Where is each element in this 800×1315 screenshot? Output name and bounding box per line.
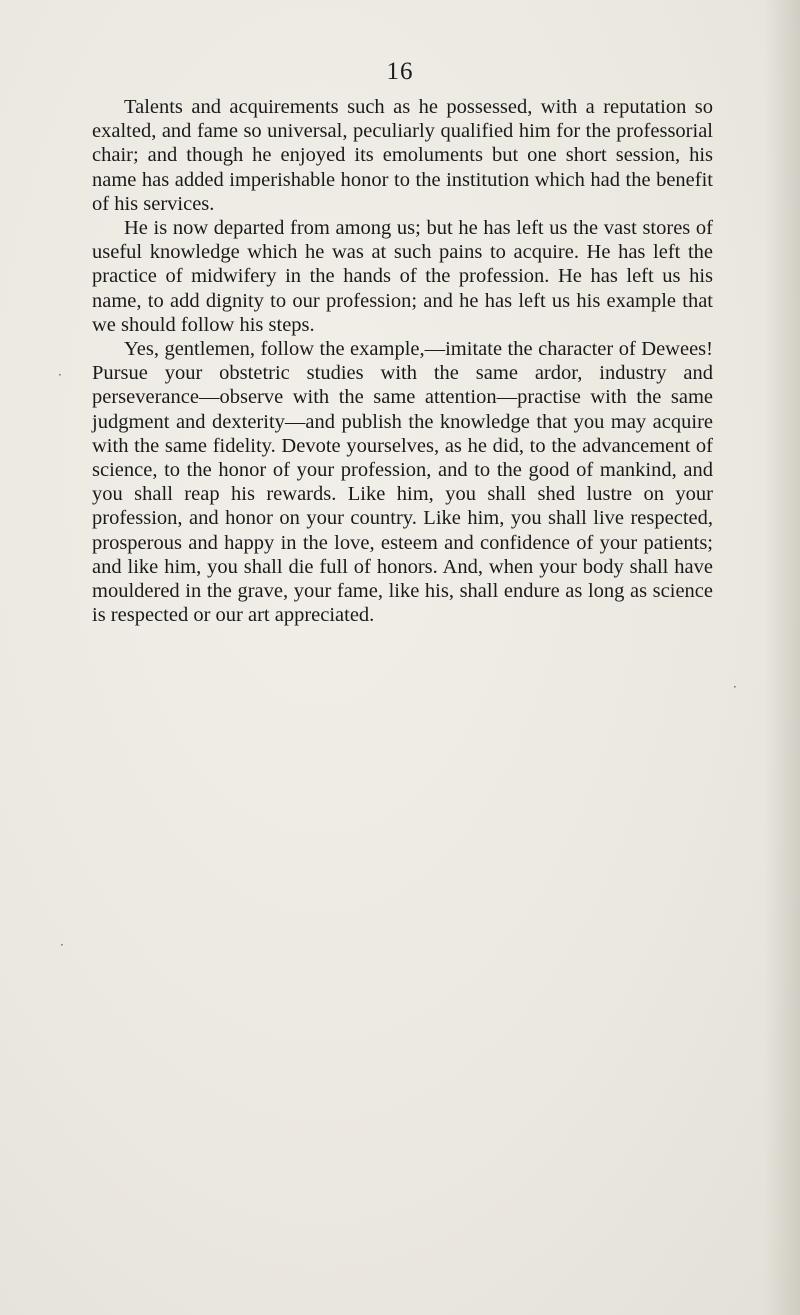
paragraph-3: Yes, gentlemen, follow the example,—imitate the character of Dewees! Pursue your obstetric studies with the same ardor, industry and perseverance—observe with the same attention—practise with the same judgment and dexterity—and publish the knowledge that you may acquire with the same fidelity. Devote yourselves, as he did, to the advancement of science, to the honor of your profession, and to the good of mankind, and you shall reap his rewards. Like him, you shall shed lustre on your profession, and honor on your country. Like him, you shall live respected, prosperous and happy in the love, esteem and confidence of your patients; and like him, you shall die full of honors. And, when your body shall have mouldered in the grave, your fame, like his, shall endure as long as science is respected or our art appreciated.	[92, 338, 713, 627]
page-edge-shadow	[764, 0, 800, 1315]
ink-speck-mark: ·	[733, 680, 737, 694]
paragraph-1: Talents and acquirements such as he possessed, with a reputation so exalted, and fame so universal, peculiarly qualified him for the professorial chair; and though he enjoyed its emoluments but one short session, his name has added imperishable honor to the institution which had the benefit of his services.	[92, 96, 713, 215]
paragraph-2: He is now departed from among us; but he has left us the vast stores of useful knowledge which he was at such pains to acquire. He has left the practice of midwifery in the hands of the profession. He has left us his name, to add dignity to our profession; and he has left us his example that we should follow his steps.	[92, 217, 713, 336]
ink-speck-mark: ·	[60, 938, 64, 952]
ink-speck-mark: ·	[58, 368, 62, 382]
body-text	[92, 95, 713, 627]
page-number: 16	[386, 58, 414, 85]
